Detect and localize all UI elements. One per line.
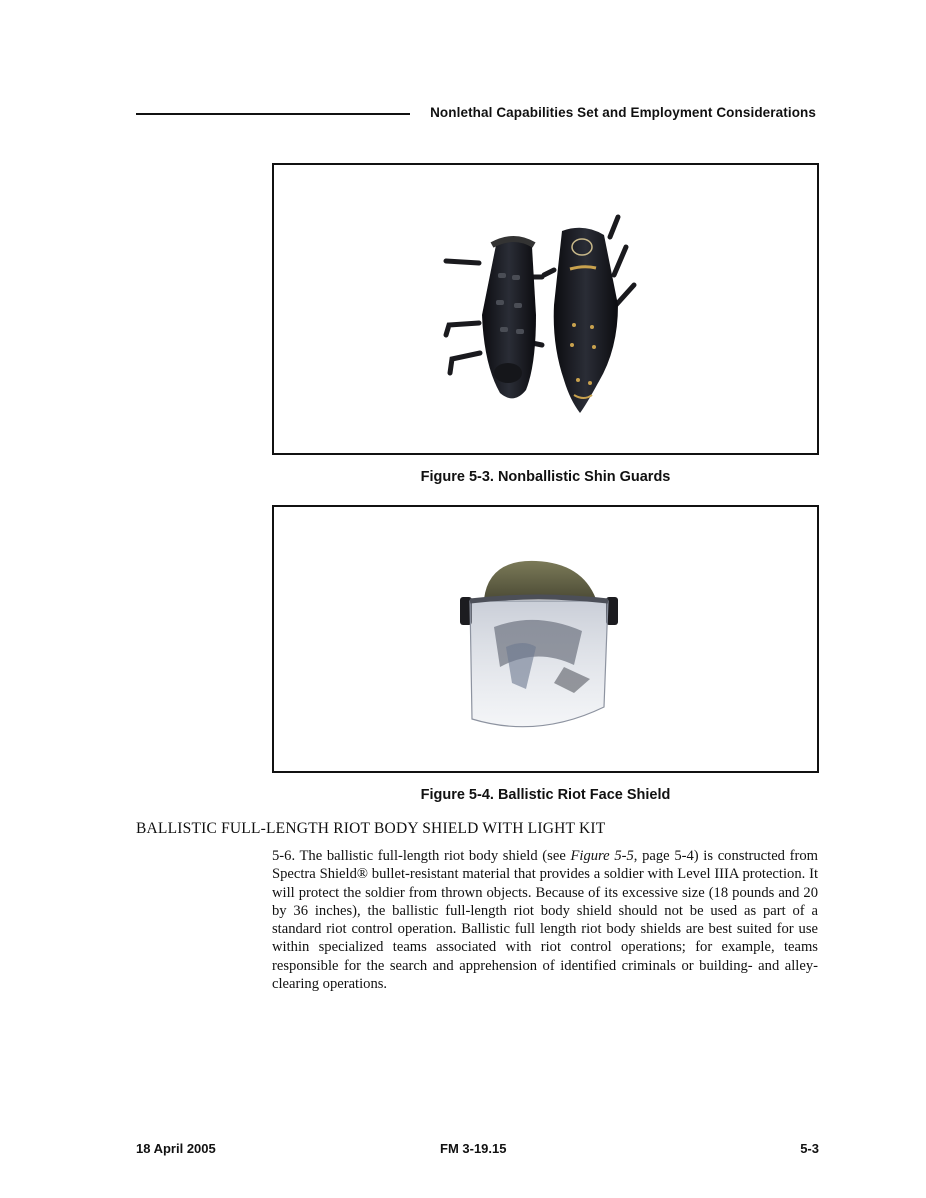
face-shield-photo [274,507,817,771]
figure-caption: Figure 5-4. Ballistic Riot Face Shield [420,787,671,803]
figure-caption: Figure 5-3. Nonballistic Shin Guards [420,469,671,485]
paragraph-text-start: 5-6. The ballistic full-length riot body shield (see [272,848,571,864]
figure-face-shield [272,505,819,773]
body-paragraph [272,847,818,993]
header-rule [136,113,410,115]
figure-shin-guards [272,163,819,455]
footer-doc-id: FM 3-19.15 [440,1141,507,1156]
shin-guards-photo [274,165,817,453]
footer-date: 18 April 2005 [136,1141,216,1156]
running-head: Nonlethal Capabilities Set and Employment Considerations [430,105,816,120]
paragraph-text-rest: , page 5-4) is constructed from Spectra Shield® bullet-resistant material that provides a soldier with Level IIIA protection. It will protect the soldier from thrown objects. Because of its excessive size (18 pounds and 20 by 36 inches), the ballistic full-length riot body shield should not be used as part of a standard riot control operation. Ballistic full length riot body shields are best suited for use within specialized teams associated with riot control operations; for example, teams responsible for the search and apprehension of identified criminals or building- and alley-clearing operations. [272,848,819,993]
figure-reference: Figure 5-5 [570,848,634,864]
footer-page-number: 5-3 [800,1141,819,1156]
section-heading: BALLISTIC FULL-LENGTH RIOT BODY SHIELD WITH LIGHT KIT [136,820,606,837]
